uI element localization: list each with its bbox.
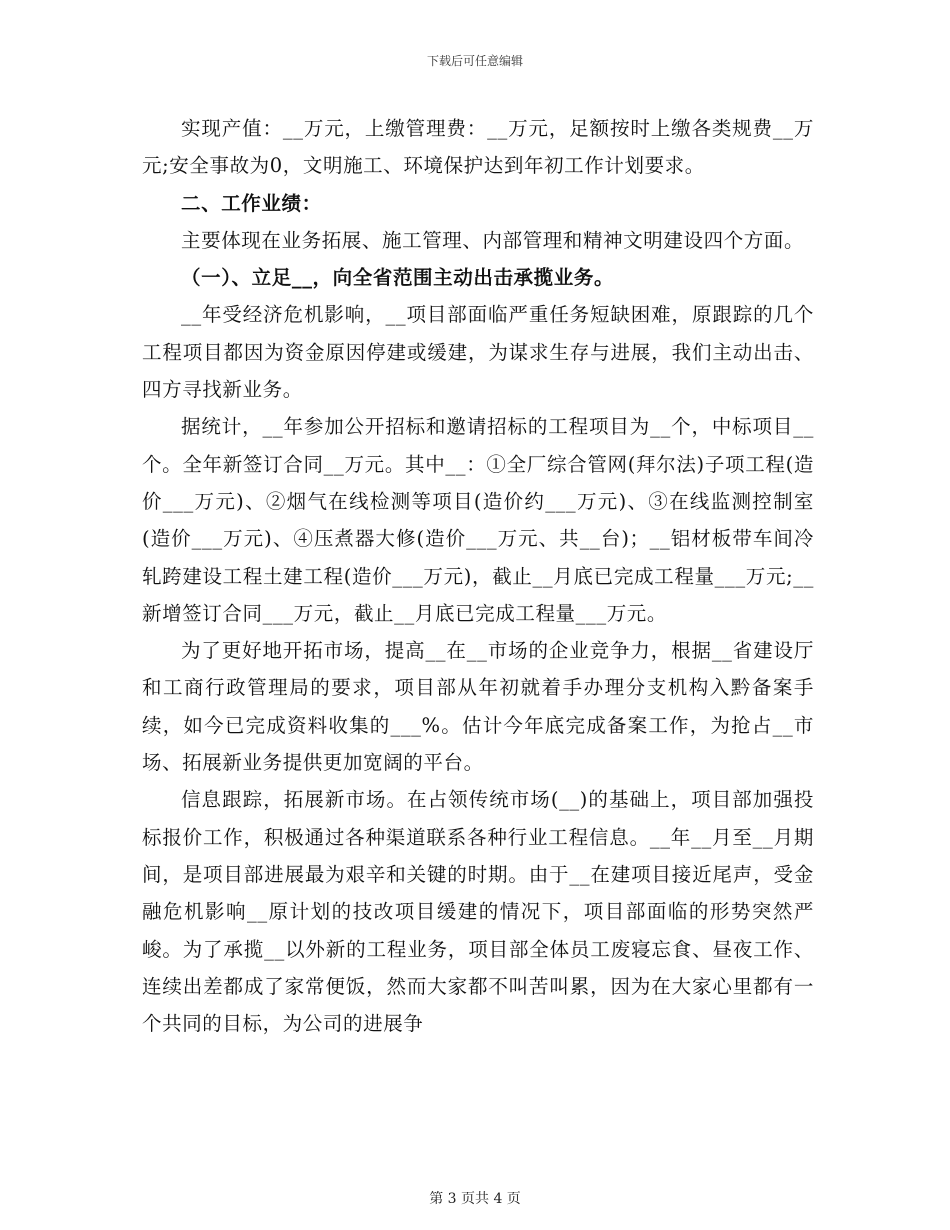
- page-header: 下载后可任意编辑: [426, 54, 523, 68]
- paragraph-output-summary: 实现产值：__万元，上缴管理费：__万元，足额按时上缴各类规费__万元;安全事故为0，文明施工、环境保护达到年初工作计划要求。: [142, 117, 814, 178]
- document-body: [142, 110, 814, 1042]
- page-footer: 第 3 页共 4 页: [429, 1191, 521, 1207]
- paragraph-crisis: __年受经济危机影响，__项目部面临严重任务短缺困难，原跟踪的几个工程项目都因为资金原因停建或缓建，为谋求生存与进展，我们主动出击、四方寻找新业务。: [142, 303, 814, 402]
- paragraph-overview: 主要体现在业务拓展、施工管理、内部管理和精神文明建设四个方面。: [181, 228, 805, 252]
- paragraph-tracking: 信息跟踪，拓展新市场。在占领传统市场(__)的基础上，项目部加强投标报价工作，积极通过各种渠道联系各种行业工程信息。__年__月至__月期间，是项目部进展最为艰辛和关键的时期。由于__在建项目接近尾声，受金融危机影响__原计划的技改项目缓建的情况下，项目部面临的形势突然严峻。为了承揽__以外新的工程业务，项目部全体员工废寝忘食、昼夜工作、连续出差都成了家常便饭，然而大家都不叫苦叫累，因为在大家心里都有一个共同的目标，为公司的进展争: [142, 788, 814, 1036]
- paragraph-market: 为了更好地开拓市场，提高__在__市场的企业竞争力，根据__省建设厅和工商行政管理局的要求，项目部从年初就着手办理分支机构入黔备案手续，如今已完成资料收集的___%。估计今年底完成备案工作，为抢占__市场、拓展新业务提供更加宽阔的平台。: [142, 639, 814, 775]
- paragraph-statistics: 据统计，__年参加公开招标和邀请招标的工程项目为__个，中标项目__个。全年新签订合同__万元。其中__：①全厂综合管网(拜尔法)子项工程(造价___万元)、②烟气在线检测等项目(造价约___万元)、③在线监测控制室(造价___万元)、④压煮器大修(造价___万元、共__台)；__铝材板带车间冷轧跨建设工程土建工程(造价___万元)，截止__月底已完成工程量___万元;__新增签订合同___万元，截止__月底已完成工程量___万元。: [142, 415, 814, 625]
- section-heading-achievements: 二、工作业绩：: [181, 191, 322, 215]
- subsection-heading-1: （一）、立足__，向全省范围主动出击承揽业务。: [181, 266, 615, 290]
